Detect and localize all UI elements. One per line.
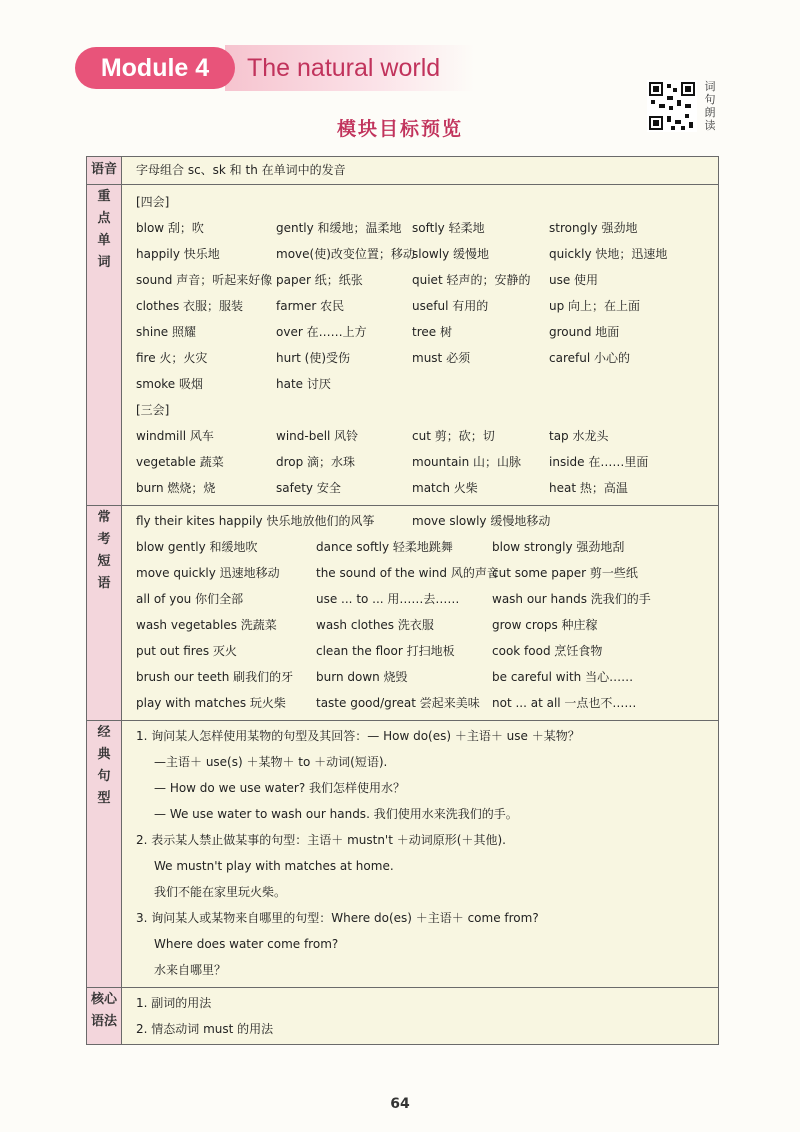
module-overview-table [86,156,719,1045]
module-title: The natural world [247,54,441,82]
vocab-item: ground 地面 [549,325,620,339]
vocab-item: safety 安全 [276,481,341,495]
phrase-item: fly their kites happily 快乐地放他们的风筝 [136,514,375,528]
pronunciation-label: 语音 [87,157,122,185]
vocab-item: inside 在……里面 [549,455,649,469]
phrase-item: cook food 烹饪食物 [492,644,603,658]
sentence-line: —主语＋ use(s) ＋某物＋ to ＋动词(短语). [154,755,388,769]
phrase-item: wash our hands 洗我们的手 [492,592,651,606]
vocab-item: shine 照耀 [136,325,196,339]
sentence-line: Where does water come from? [154,937,339,951]
vocab-item: drop 滴；水珠 [276,455,356,469]
phrase-item: use ... to ... 用……去…… [316,592,460,606]
vocab-item: burn 燃烧；烧 [136,481,216,495]
sentence-line: — How do we use water? 我们怎样使用水？ [154,781,406,795]
sentence-line: 3. 询问某人或某物来自哪里的句型：Where do(es) ＋主语＋ come from? [136,911,539,925]
phrase-item: cut some paper 剪一些纸 [492,566,638,580]
four-skills-tag: [四会] [136,195,170,209]
vocab-item [412,371,549,397]
three-skills-tag: [三会] [136,403,170,417]
phrase-item: blow strongly 强劲地刮 [492,540,625,554]
page-subtitle: 模块目标预览 [336,118,463,140]
vocab-item: wind-bell 风铃 [276,429,359,443]
vocab-item: blow 刮；吹 [136,221,204,235]
phrases-first-row [136,508,718,534]
vocab-item: move(使)改变位置；移动 [276,247,415,261]
grammar-label: 核心语法 [87,988,122,1045]
phrase-item: wash clothes 洗衣服 [316,618,434,632]
sentence-line: 1. 询问某人怎样使用某物的句型及其回答：— How do(es) ＋主语＋ use ＋某物？ [136,729,580,743]
vocab-item: careful 小心的 [549,351,630,365]
phrase-item: grow crops 种庄稼 [492,618,598,632]
vocab-item: hate 讨厌 [276,377,331,391]
phrase-item: wash vegetables 洗蔬菜 [136,618,277,632]
vocab-item: slowly 缓慢地 [412,247,489,261]
vocab-item: happily 快乐地 [136,247,220,261]
module-banner [75,45,475,91]
sentences-label: 经典句型 [87,721,122,988]
phrases-label: 常考短语 [87,506,122,721]
phrase-item: the sound of the wind 风的声音 [316,566,499,580]
vocab-item: clothes 衣服；服装 [136,299,244,313]
vocab-item: softly 轻柔地 [412,221,485,235]
grammar-content [122,988,719,1045]
vocab-item [549,371,699,397]
phrases-grid [136,534,718,716]
key-words-label: 重点单词 [87,185,122,506]
phrase-item: blow gently 和缓地吹 [136,540,258,554]
phrase-item: burn down 烧毁 [316,670,408,684]
grammar-item: 2. 情态动词 must 的用法 [136,1022,274,1036]
phrase-item: play with matches 玩火柴 [136,696,286,710]
sentence-line: 我们不能在家里玩火柴。 [154,885,287,899]
pronunciation-text: 字母组合 sc、sk 和 th 在单词中的发音 [122,157,719,185]
vocab-item: windmill 风车 [136,429,214,443]
grammar-item: 1. 副词的用法 [136,996,212,1010]
vocab-item: tree 树 [412,325,452,339]
phrase-item: not ... at all 一点也不…… [492,696,637,710]
qr-caption: 词句朗读 [704,80,716,132]
vocab-item: over 在……上方 [276,325,367,339]
sentence-line: 2. 表示某人禁止做某事的句型：主语＋ mustn't ＋动词原形(＋其他). [136,833,506,847]
phrase-item: all of you 你们全部 [136,592,244,606]
sentence-line: 水来自哪里？ [154,963,227,977]
key-words-content [122,185,719,506]
vocab-item: up 向上；在上面 [549,299,641,313]
phrase-item: taste good/great 尝起来美味 [316,696,480,710]
vocab-item: use 使用 [549,273,599,287]
phrase-item: move slowly 缓慢地移动 [412,514,551,528]
vocab-item: match 火柴 [412,481,478,495]
phrase-item: dance softly 轻柔地跳舞 [316,540,453,554]
module-label: Module 4 [75,47,235,89]
sentence-line: — We use water to wash our hands. 我们使用水来洗我们的手。 [154,807,518,821]
vocab-item: heat 热；高温 [549,481,628,495]
page-number: 64 [390,1096,410,1112]
vocab-item: mountain 山；山脉 [412,455,522,469]
vocab-item: fire 火；火灾 [136,351,208,365]
vocab-item: hurt (使)受伤 [276,351,351,365]
phrase-item: put out fires 灭火 [136,644,237,658]
vocab-item: sound 声音；听起来好像 [136,273,273,287]
three-skills-grid [136,423,718,501]
vocab-item: smoke 吸烟 [136,377,204,391]
phrase-item: be careful with 当心…… [492,670,634,684]
vocab-item: useful 有用的 [412,299,489,313]
sentences-content [122,721,719,988]
vocab-item: cut 剪；砍；切 [412,429,495,443]
vocab-item: gently 和缓地；温柔地 [276,221,402,235]
vocab-item: quiet 轻声的；安静的 [412,273,531,287]
vocab-item: strongly 强劲地 [549,221,638,235]
sentence-line: We mustn't play with matches at home. [154,859,394,873]
four-skills-grid [136,215,718,397]
phrases-content [122,506,719,721]
phrase-item: clean the floor 打扫地板 [316,644,455,658]
phrase-item: brush our teeth 刷我们的牙 [136,670,294,684]
vocab-item: tap 水龙头 [549,429,609,443]
phrase-item: move quickly 迅速地移动 [136,566,280,580]
vocab-item: farmer 农民 [276,299,345,313]
vocab-item: must 必须 [412,351,471,365]
vocab-item: quickly 快地；迅速地 [549,247,668,261]
vocab-item: vegetable 蔬菜 [136,455,224,469]
vocab-item: paper 纸；纸张 [276,273,363,287]
